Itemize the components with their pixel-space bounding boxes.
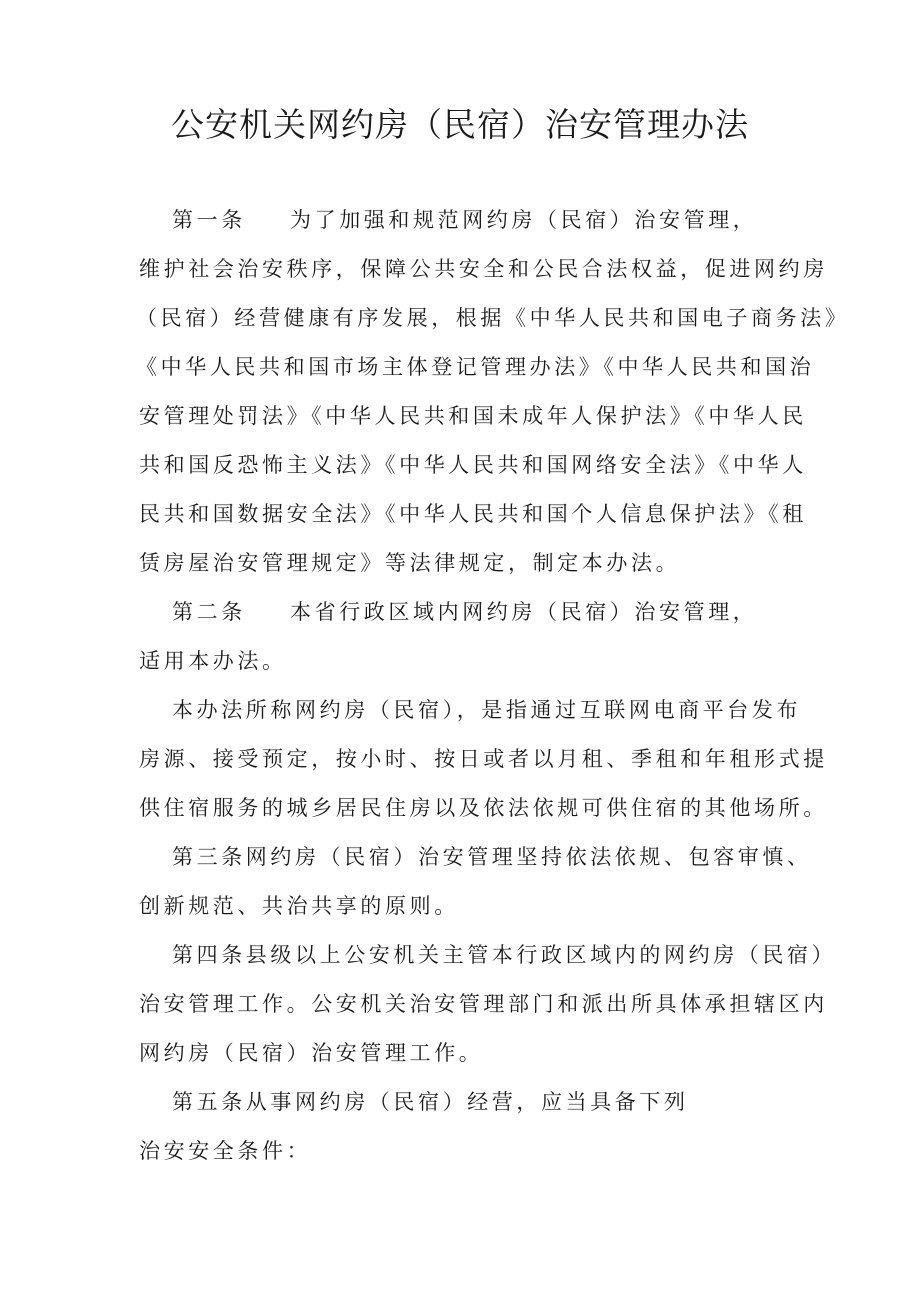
- article4-line-3: 网约房（民宿）治安管理工作。: [139, 1041, 484, 1065]
- article1-line-8: 赁房屋治安管理规定》等法律规定，制定本办法。: [139, 551, 681, 575]
- article1-line-6: 共和国反恐怖主义法》《中华人民共和国网络安全法》《中华人: [139, 453, 807, 477]
- document-title: 公安机关网约房（民宿）治安管理办法: [171, 105, 749, 144]
- definition-line-1: 本办法所称网约房（民宿），是指通过互联网电商平台发布: [172, 698, 802, 722]
- article1-line-3: （民宿）经营健康有序发展，根据《中华人民共和国电子商务法》: [136, 306, 850, 330]
- article2-label: 第二条: [172, 600, 246, 624]
- article1-line-4: 《中华人民共和国市场主体登记管理办法》《中华人民共和国治: [136, 355, 815, 379]
- definition-line-2: 房源、接受预定，按小时、按日或者以月租、季租和年租形式提: [139, 747, 828, 771]
- article1-line-1: 为了加强和规范网约房（民宿）治安管理，: [290, 208, 758, 232]
- article3-line-1: 第三条网约房（民宿）治安管理坚持依法依规、包容审慎、: [172, 845, 812, 869]
- article2-line-1: 本省行政区域内网约房（民宿）治安管理，: [290, 600, 758, 624]
- article1-first-line: [172, 204, 757, 236]
- article4-line-1: 第四条县级以上公安机关主管本行政区域内的网约房（民宿）: [172, 943, 837, 967]
- article5-line-2: 治安安全条件：: [139, 1139, 312, 1163]
- article5-line-1: 第五条从事网约房（民宿）经营，应当具备下列: [172, 1090, 689, 1114]
- article3-line-2: 创新规范、共治共享的原则。: [139, 894, 459, 918]
- article2-first-line: [172, 596, 757, 628]
- article1-label: 第一条: [172, 208, 246, 232]
- article1-line-2: 维护社会治安秩序，保障公共安全和公民合法权益，促进网约房: [139, 257, 828, 281]
- article4-line-2: 治安管理工作。公安机关治安管理部门和派出所具体承担辖区内: [139, 992, 828, 1016]
- article1-line-7: 民共和国数据安全法》《中华人民共和国个人信息保护法》《租: [139, 502, 807, 526]
- definition-line-3: 供住宿服务的城乡居民住房以及依法依规可供住宿的其他场所。: [139, 796, 828, 820]
- article1-line-5: 安管理处罚法》《中华人民共和国未成年人保护法》《中华人民: [139, 404, 807, 428]
- article2-line-2: 适用本办法。: [139, 649, 287, 673]
